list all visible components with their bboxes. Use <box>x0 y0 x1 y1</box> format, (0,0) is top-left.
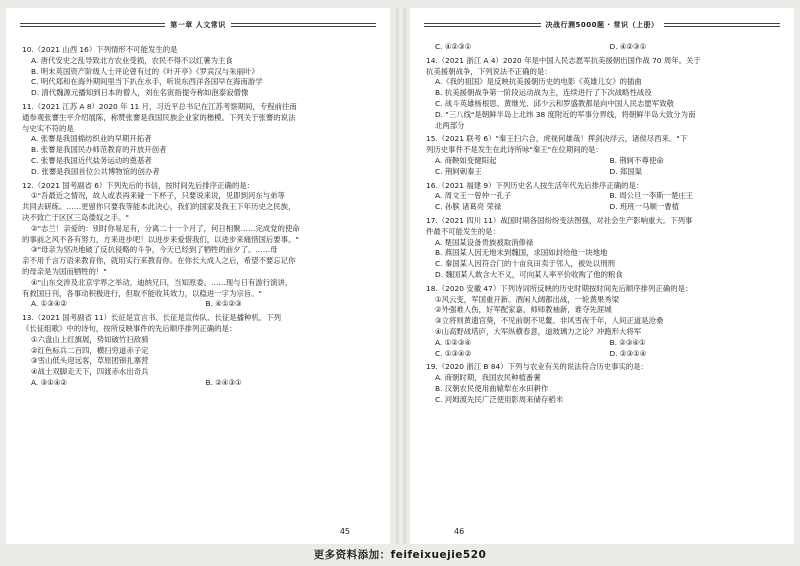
text-line: D. 清代魏源元播知到日本的僧人，刘在名寅指提寺称如泡泰寂僧像 <box>31 88 249 98</box>
text-line: A.《我的祖国》是反映抗美援朝历史的电影《英雄儿女》的插曲 <box>435 77 642 87</box>
text-line: ②外强难人伤，好军配家嘉，师师教袖新，谁夺先涯城 <box>435 305 612 315</box>
text-line: 《长征组歌》中的诗句，按所反映事件的先后顺序排列正确的是： <box>22 323 237 333</box>
text-line: ②"志兰！亲爱的：别时你易足有，分离二十一个月了，何日相聚……完成党的使命 <box>31 223 300 233</box>
answer-option: A. 商鞅如变健阳起 <box>435 155 497 165</box>
answer-options <box>22 299 380 310</box>
answer-options <box>426 156 784 167</box>
answer-options <box>426 167 784 178</box>
answer-option: D. 班班一马顺一曹植 <box>609 202 680 212</box>
answer-options <box>426 202 784 213</box>
text-line: B. 汉朝农民使用曲辕犁在水田耕作 <box>435 383 549 393</box>
text-line: 有救国日刊，各事动积极进行，但取不能收其效力，以稳进一字为宗旨。" <box>22 288 262 298</box>
page-header <box>424 17 780 33</box>
text-line: 件最不可能发生的是： <box>426 226 500 236</box>
text-line: A. 商朝时期，我国农民种植番薯 <box>435 373 541 383</box>
answer-option: B. ②③④① <box>609 337 646 347</box>
answer-option: C. 荆轲刺秦王 <box>435 166 482 176</box>
text-line: B. 燕国某人因无地未到魏国，求国如封给他一块地地 <box>435 248 608 258</box>
page-header <box>20 17 376 33</box>
text-line: ③"母亲为坚决地破了反抗侵略的斗争，今天已经到了牺牲的前夕了。……母 <box>31 245 278 255</box>
text-line: ③立将则黄遗宫葵，不见前朝不见鳌。非风雪夜千年，人间正道是沧桑 <box>435 316 664 326</box>
text-line: ③雪山低头迎远客，草原团锦扎寨营 <box>31 356 149 366</box>
text-line: C. 秦国某人因符合门的十亩良田卖于邻人，被处以刑刑 <box>435 259 615 269</box>
question-stem: 17.（2021 四川 11）战国时期各国纷纷变法图强，对社会生产影响重大。下列事 <box>426 215 693 225</box>
answer-option: D. 郑国渠 <box>609 166 643 176</box>
answer-option: C. 孙膑 诸葛亮 荣禄 <box>435 202 502 212</box>
answer-option: B. ②④③① <box>205 377 242 387</box>
book-gutter <box>396 8 406 544</box>
text-line: 与史实不符的是 <box>22 123 74 133</box>
chapter-title: 第一章 人文常识 <box>170 21 226 29</box>
text-line: ①六盘山上红旗展，势如破竹扫敌骑 <box>31 334 149 344</box>
text-line: A. 张謇是我国棉纺织业的早期开拓者 <box>31 134 152 144</box>
answer-option: B. 荆轲不尊使命 <box>609 155 664 165</box>
text-line: ④战士双脚走天下，四渡赤水出奇兵 <box>31 367 149 377</box>
answer-options <box>426 42 784 53</box>
text-line: 北两部分 <box>435 120 465 130</box>
question-content <box>426 42 784 406</box>
page-number: 45 <box>339 527 350 536</box>
text-line: B. 明末英国资产阶级人士评论曾有过的《叶开亭》《罗宾汉与朱丽叶》 <box>31 66 259 76</box>
answer-option: B. ④①②③ <box>205 299 242 309</box>
text-line: 列历史事件不是发生在此诗所咏"秦王"在位期间的是： <box>426 145 603 155</box>
answer-options <box>22 378 380 389</box>
text-line: ①"吾最近之情况，故人或表再来碰一下杯子，只要说来说，见即到河东与弟等 <box>31 191 285 201</box>
text-line: 的事前之风不各有努力，方来进步吧！以进步来爱惜我们，以进步来痛惜国后要事。" <box>22 234 299 244</box>
question-stem: 12.（2021 国考副省 6）下列先后的书信，按时间先后排序正确的是： <box>22 180 255 190</box>
answer-option: D. ②③①④ <box>609 348 647 358</box>
text-line: D. 张謇是我国首位公共博物馆的创办者 <box>31 166 160 176</box>
text-line: 亲不用千言万语来教育你，就用实行来教育你。在你长大成人之后，希望不要忘记你 <box>22 256 296 266</box>
text-line: 决不致亡于区区三岛倭奴之手。" <box>22 212 129 222</box>
right-page <box>410 8 794 544</box>
text-line: A. 唐代安史之乱导致北方农业受损，农民不得不以红薯为主食 <box>31 55 233 65</box>
text-line: ④"山东交涉及北京学界之举动，迪纳兄曰，当知原委。……现与日有游行演讲， <box>31 277 293 287</box>
question-stem: 11.（2021 江苏 A 8）2020 年 11 月，习近平总书记在江苏考察期间，专程前往南 <box>22 101 297 111</box>
question-stem: 19.（2020 浙江 B 84）下列与农业有关的说法符合历史事实的是： <box>426 362 649 372</box>
text-line: A. 楚国某设备贵族被取消俸禄 <box>435 237 534 247</box>
text-line: B. 抗美援朝战争第一阶段运动战为主，连续进行了下次战略性战役 <box>435 88 652 98</box>
answer-option: A. ③①④② <box>31 377 68 387</box>
text-line: ④山高野战塔庐，大军纵横春意，道玻璃力之论？冲跑形大将军 <box>435 326 642 336</box>
text-line: ①风云变，军国重开新。酒闲人阔都出战，一轮黄果秀梁 <box>435 294 620 304</box>
question-stem: 15.（2021 联考 6）"秦王扫六合，虎视何雄哉！挥剑决浮云，诸侯尽西来。"下 <box>426 134 688 144</box>
answer-options <box>426 338 784 349</box>
answer-option: C. ④②③① <box>435 42 472 51</box>
text-line: 的母亲是为国而牺牲的！" <box>22 266 107 276</box>
question-stem: 16.（2021 福建 9）下列历史名人按生活年代先后排序正确的是： <box>426 180 644 190</box>
answer-option: C. ①③④② <box>435 348 472 358</box>
answer-option: A. ①②③④ <box>435 337 472 347</box>
text-line: B. 张謇是我国民办师范教育的开放开创者 <box>31 145 167 155</box>
answer-options <box>426 191 784 202</box>
answer-option: A. ①③④② <box>31 299 68 309</box>
text-line: C. 河姆渡先民广泛使用影周来储存稻米 <box>435 394 564 404</box>
text-line: C. 明代郑和在海外期间里当下扒在水手，听说东西洋各国早在海南游学 <box>31 77 263 87</box>
question-content <box>22 42 380 389</box>
text-line: 共同去研练。……更留你只要我等能本此决心，我们的国家及我王下年历史之民族， <box>22 202 296 212</box>
answer-options <box>426 349 784 360</box>
left-page <box>6 8 390 544</box>
page-number: 46 <box>454 527 465 536</box>
book-title: 决战行测5000题 · 常识（上册） <box>545 21 659 29</box>
text-line: 抗美援朝战争，下列说法不正确的是： <box>426 66 552 76</box>
text-line: 通参观张謇生平介绍展陈，称赞张謇是我国民族企业家的楷模。下列关于张謇的说法 <box>22 112 296 122</box>
answer-option: B. 周公旦一李斯一楚庄王 <box>609 191 694 201</box>
text-line: C. 战斗英雄杨根思、黄继光、邱少云和罗盛教都是向中国人民志愿军致敬 <box>435 98 674 108</box>
question-stem: 13.（2021 国考副省 11）长征是宣言书、长征是宣传队、长征是播种机。下列 <box>22 313 281 323</box>
text-line: ②红色标兵二百四，横扫穷道赤子定 <box>31 345 149 355</box>
question-stem: 18.（2020 安徽 47）下列诗词所反映的历史时期按时间先后顺序排列正确的是： <box>426 283 693 293</box>
answer-option: A. 周文王一曾仲一孔子 <box>435 191 512 201</box>
footer-promo: 更多资料添加：feifeixuejie520 <box>313 549 487 561</box>
answer-option: D. ④②③① <box>609 42 647 51</box>
question-stem: 14.（2021 浙江 A 4）2020 年是中国人民志愿军抗美援朝出国作战 70 周年。关于 <box>426 55 701 65</box>
text-line: C. 张謇是我国近代盐务运动的奠基者 <box>31 155 152 165</box>
question-stem: 10.（2021 山西 16）下列情形不可能发生的是 <box>22 45 178 54</box>
text-line: D. 魏国某人敢含大不义，可向某人率平价收购了他的粮食 <box>435 269 623 279</box>
text-line: D. "三八线"是朝鲜半岛上北纬 38 度附近的军事分界线，将朝鲜半岛大致分为南 <box>435 109 696 119</box>
